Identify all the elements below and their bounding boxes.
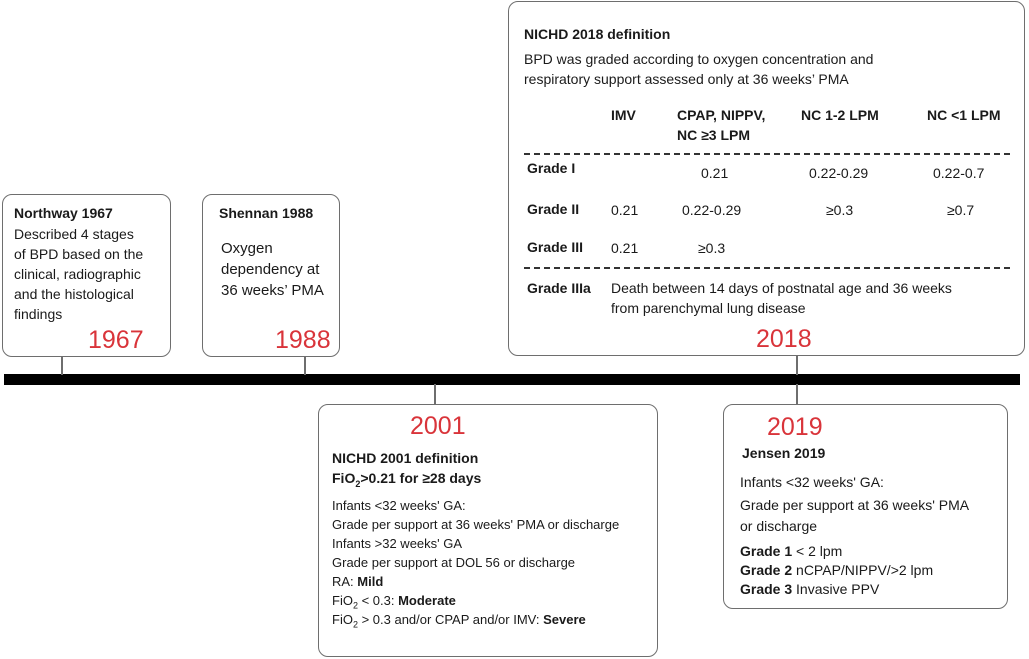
northway-desc-5: findings <box>14 306 63 322</box>
grade-2-nclt1: ≥0.7 <box>947 202 975 218</box>
nichd2001-line-4: Grade per support at DOL 56 or discharge <box>332 555 576 570</box>
nichd-2018-card <box>508 1 1025 356</box>
grade-1-cpap: 0.21 <box>701 165 729 181</box>
jensen-title: Jensen 2019 <box>742 445 826 461</box>
tick-2018 <box>796 356 798 375</box>
northway-1967-card <box>2 194 171 357</box>
nichd2001-title: NICHD 2001 definition <box>332 450 479 466</box>
northway-title: Northway 1967 <box>14 205 113 221</box>
tick-2019 <box>796 384 798 405</box>
grade-2-nc12: ≥0.3 <box>826 202 854 218</box>
grade-3-imv: 0.21 <box>611 240 639 256</box>
grade-2-cpap: 0.22-0.29 <box>682 202 742 218</box>
year-2019: 2019 <box>767 413 823 441</box>
tick-2001 <box>434 384 436 405</box>
table-divider-1 <box>524 153 1010 155</box>
year-2001: 2001 <box>410 412 466 440</box>
nichd2001-line-2: Grade per support at 36 weeks' PMA or discharge <box>332 517 620 532</box>
nichd2018-desc-1: BPD was graded according to oxygen concentration and <box>524 51 874 67</box>
tick-1967 <box>61 356 63 375</box>
nichd2001-moderate: FiO$_2$ < 0.3: Moderate <box>332 593 456 611</box>
nichd2001-subtitle: FiO$_2$>0.21 for ≥28 days <box>332 470 482 489</box>
col-cpap-2: NC ≥3 LPM <box>677 127 751 143</box>
jensen-2019-card <box>723 404 1008 609</box>
grade-3a-text-1: Death between 14 days of postnatal age and 36 weeks <box>611 280 952 296</box>
row-grade-3a-label: Grade IIIa <box>527 280 591 296</box>
col-imv: IMV <box>611 107 636 123</box>
grade-1-nclt1: 0.22-0.7 <box>933 165 985 181</box>
grade-1-nc12: 0.22-0.29 <box>809 165 869 181</box>
shennan-1988-card <box>202 194 340 357</box>
nichd2018-desc-2: respiratory support assessed only at 36 weeks’ PMA <box>524 71 849 87</box>
col-nc-1-2: NC 1-2 LPM <box>801 107 879 123</box>
nichd2001-line-3: Infants >32 weeks' GA <box>332 536 463 551</box>
jensen-line-3: or discharge <box>740 518 818 534</box>
jensen-line-2: Grade per support at 36 weeks' PMA <box>740 497 970 513</box>
grade-2-imv: 0.21 <box>611 202 639 218</box>
shennan-desc-3: 36 weeks’ PMA <box>221 282 324 299</box>
year-1967: 1967 <box>88 326 144 354</box>
col-nc-lt1: NC <1 LPM <box>927 107 1001 123</box>
nichd2001-ra: RA: Mild <box>332 574 384 589</box>
northway-desc-1: Described 4 stages <box>14 226 134 242</box>
shennan-desc-2: dependency at <box>221 261 320 278</box>
table-divider-2 <box>524 267 1010 269</box>
northway-desc-2: of BPD based on the <box>14 246 144 262</box>
nichd-2001-card <box>318 404 658 657</box>
year-1988: 1988 <box>275 326 331 354</box>
jensen-grade-3: Grade 3 Invasive PPV <box>740 581 880 597</box>
row-grade-2-label: Grade II <box>527 201 580 217</box>
year-2018: 2018 <box>756 325 812 353</box>
row-grade-1-label: Grade I <box>527 160 576 176</box>
jensen-grade-1: Grade 1 < 2 lpm <box>740 543 843 559</box>
nichd2018-title: NICHD 2018 definition <box>524 26 671 42</box>
shennan-desc-1: Oxygen <box>221 240 273 257</box>
row-grade-3-label: Grade III <box>527 239 584 255</box>
shennan-title: Shennan 1988 <box>219 205 314 221</box>
nichd2001-severe: FiO$_2$ > 0.3 and/or CPAP and/or IMV: Severe <box>332 612 586 630</box>
nichd2001-line-1: Infants <32 weeks' GA: <box>332 498 466 513</box>
tick-1988 <box>304 356 306 375</box>
grade-3a-text-2: from parenchymal lung disease <box>611 300 806 316</box>
col-cpap-1: CPAP, NIPPV, <box>677 107 766 123</box>
jensen-line-1: Infants <32 weeks' GA: <box>740 474 884 490</box>
jensen-grade-2: Grade 2 nCPAP/NIPPV/>2 lpm <box>740 562 934 578</box>
northway-desc-4: and the histological <box>14 286 134 302</box>
northway-desc-3: clinical, radiographic <box>14 266 141 282</box>
timeline-axis <box>4 374 1020 385</box>
grade-3-cpap: ≥0.3 <box>698 240 726 256</box>
